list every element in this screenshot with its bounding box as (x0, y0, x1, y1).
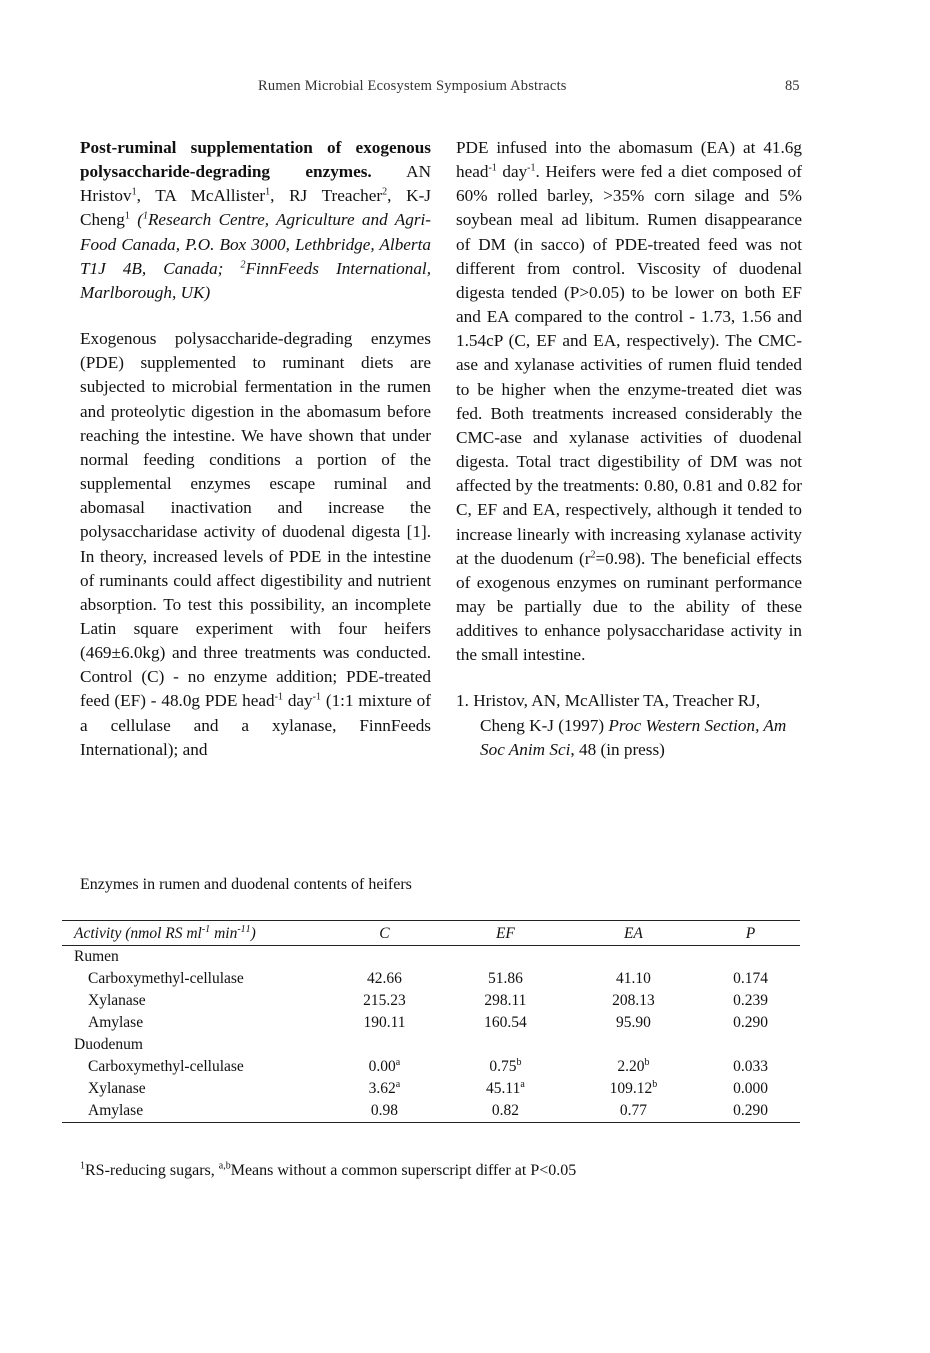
cell-ef: 160.54 (484, 1014, 527, 1031)
header-ef: EF (445, 921, 566, 946)
table-footnote: $^1$RS-reducing sugars, $^{a,b}$Means without a common superscript differ at P<0.05 (80, 1160, 577, 1179)
cell-ea: 2.20$^b$ (617, 1056, 650, 1075)
row-label: Amylase (62, 1100, 324, 1123)
body-paragraph: day (496, 162, 528, 182)
cell-c: 0.98 (324, 1100, 445, 1123)
table-row (62, 1012, 800, 1034)
affil-sup: 2 (240, 259, 246, 271)
author-sup: 1 (131, 186, 137, 198)
table-header-row (62, 921, 800, 946)
cell-ef: 0.82 (445, 1100, 566, 1123)
body-paragraph: PDE infused into the abomasum (EA) at 41.6g head (456, 138, 802, 182)
reference-journal: Proc Western Section, Am Soc Anim Sci (480, 715, 787, 759)
row-label: Carboxymethyl-cellulase (88, 970, 244, 987)
right-column (456, 136, 802, 762)
table-body (62, 946, 800, 1123)
cell-c: 42.66 (367, 970, 402, 987)
table-row (62, 968, 800, 990)
running-title: Rumen Microbial Ecosystem Symposium Abstracts (258, 78, 567, 94)
body-text-left (80, 327, 431, 762)
enzyme-table (62, 920, 800, 1123)
left-column (80, 136, 431, 762)
table-section-row (62, 1034, 800, 1056)
body-sup: -1 (274, 691, 283, 703)
affil-sup: 1 (142, 210, 148, 222)
body-paragraph: (1:1 mixture of a cellulase and a xylanase, FinnFeeds International); and (80, 691, 432, 759)
header-c: C (324, 921, 445, 946)
cell-ea: 41.10 (616, 970, 651, 987)
body-text-right (456, 136, 802, 667)
author-sup: 1 (265, 186, 271, 198)
author: RJ Treacher (289, 186, 383, 206)
body-sup: -1 (527, 162, 536, 174)
reference-rest: , 48 (in press) (570, 739, 665, 759)
cell-ea: 0.77 (566, 1100, 701, 1123)
cell-c: 215.23 (363, 992, 406, 1009)
title-block (80, 136, 431, 305)
section-label: Rumen (74, 948, 119, 965)
cell-c: 3.62$^a$ (368, 1078, 401, 1097)
table-row (62, 990, 800, 1012)
cell-p: 0.239 (733, 992, 768, 1009)
header-ea: EA (566, 921, 701, 946)
running-head (0, 78, 930, 100)
cell-p: 0.290 (701, 1100, 800, 1123)
affiliation-2: FinnFeeds International, Marlborough, UK (80, 258, 431, 302)
body-paragraph: . Heifers were fed a diet composed of 60% rolled barley, >35% corn silage and 5% soybean meal ad libitum. Rumen disappearance of DM (in sacco) of PDE-treated feed was not different from control. Viscosity of duodenal digesta tended (P>0.05) to be lower on both EF and EA compared to the control - 1.73, 1.56 and 1.54cP (C, EF and EA, respectively). The CMC-ase and xylanase activities of rumen fluid tended to be higher when the enzyme-treated diet was fed. Both treatments increased considerably the CMC-ase and xylanase activities of duodenal digesta. Total tract digestibility of DM was not affected by the treatments: 0.80, 0.81 and 0.82 for C, EF and EA, respectively, although it tended to increase linearly with increasing xylanase activity at the duodenum (r (456, 162, 802, 568)
cell-p: 0.290 (733, 1014, 768, 1031)
table-row (62, 1100, 800, 1123)
cell-ef: 0.75$^b$ (489, 1056, 522, 1075)
row-label: Carboxymethyl-cellulase (88, 1058, 244, 1075)
cell-p: 0.033 (733, 1058, 768, 1075)
affiliation-1: Research Centre, Agriculture and Agri-Food Canada, P.O. Box 3000, Lethbridge, Alberta T1J 4B, Canada; (80, 210, 432, 278)
body-paragraph: =0.98). The beneficial effects of exogenous enzymes on ruminant performance may be partially due to the ability of these additives to enhance polysaccharidase activity in the small intestine. (456, 548, 802, 665)
body-sup: 2 (590, 548, 596, 560)
page-number: 85 (785, 78, 800, 94)
cell-ef: 51.86 (487, 970, 523, 987)
cell-ea: 109.12$^b$ (609, 1078, 658, 1097)
author: K-J Cheng (80, 186, 431, 230)
reference-item (456, 689, 802, 761)
row-label: Amylase (88, 1014, 144, 1031)
author: AN Hristov (80, 162, 431, 206)
cell-ea: 208.13 (612, 992, 655, 1009)
reference-authors: Hristov, AN, McAllister TA, Treacher RJ, Cheng K-J (1997) (473, 691, 761, 735)
author-sup: 1 (124, 210, 130, 222)
article-title: Post-ruminal supplementation of exogenous polysaccharide-degrading enzymes. (80, 138, 431, 182)
reference-number: 1. (456, 691, 469, 711)
cell-ef: 298.11 (484, 992, 527, 1009)
table-row (62, 1056, 800, 1078)
cell-ea: 95.90 (616, 1014, 651, 1031)
row-label: Xylanase (88, 1080, 146, 1097)
header-activity: Activity (nmol RS $ml^{-1}$ $\min^{-11}$) (62, 921, 324, 946)
section-label: Duodenum (74, 1036, 143, 1053)
cell-ef: 45.11$^a$ (486, 1078, 525, 1097)
author: TA McAllister (155, 186, 266, 206)
cell-p: 0.174 (733, 970, 768, 987)
author-sup: 2 (382, 186, 388, 198)
table-section-row (62, 946, 800, 969)
cell-c: 190.11 (363, 1014, 406, 1031)
row-label: Xylanase (88, 992, 146, 1009)
body-sup: -1 (488, 162, 497, 174)
table-caption: Enzymes in rumen and duodenal contents of heifers (80, 876, 412, 893)
cell-p: 0.000 (733, 1080, 768, 1097)
body-sup: -1 (312, 691, 321, 703)
cell-c: 0.00$^a$ (368, 1056, 401, 1075)
author-list: AN Hristov$^1$, TA McAllister$^1$, RJ Treacher$^2$, K-J Cheng$^1$ (80, 162, 431, 230)
table-row (62, 1078, 800, 1100)
header-p: P (701, 921, 800, 946)
body-paragraph: Exogenous polysaccharide-degrading enzymes (PDE) supplemented to ruminant diets are subjected to microbial fermentation in the rumen and proteolytic digestion in the abomasum before reaching the intestine. We have shown that under normal feeding conditions a portion of the supplemental enzymes escape ruminal and abomasal inactivation and increase the polysaccharidase activity of duodenal digesta [1]. In theory, increased levels of PDE in the intestine of ruminants could affect digestibility and nutrient absorption. To test this possibility, an incomplete Latin square experiment with four heifers (469±6.0kg) and three treatments was conducted. Control (C) - no enzyme addition; PDE-treated feed (EF) - 48.0g PDE head (80, 329, 431, 711)
body-paragraph: day (282, 691, 313, 711)
affiliations: ($^1$Research Centre, Agriculture and Agri-Food Canada, P.O. Box 3000, Lethbridge, Alberta T1J 4B, Canada; $^2$FinnFeeds International, Marlborough, UK) (80, 210, 432, 302)
